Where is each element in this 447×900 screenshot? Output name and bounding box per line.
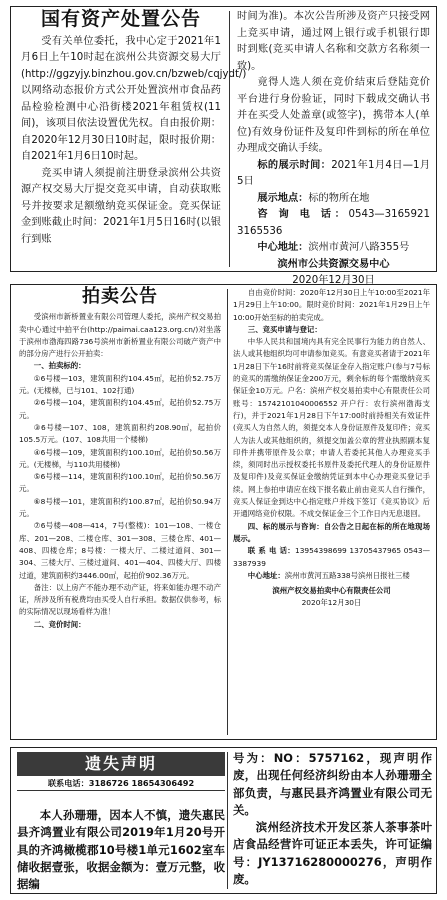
notice1-detail: 咨 询 电 话：0543—3165921 3165536 [237,209,430,237]
notice1-paragraph: 受有关单位委托，我中心定于2021年1月6日上午10时起在滨州公共资源交易大厅(http://ggzyjy.binzhou.gov.cn/bzweb/cqjydt/)以网络动态报价方式公开处置滨州市食品药品检验检测中心沿街楼2021年租赁权(11间)，该项目依法设置优先权。自由报价期：自2020年12月30日10时起，限时报价期：自2021年1月6日10时起。 [21,35,247,162]
notice1-date: 2020年12月30日 [292,275,375,286]
notice1-organization: 滨州市公共资源交易中心 [277,258,390,270]
loss-statement-paragraph: 本人孙珊珊，因本人不慎，遗失惠民县齐鸿置业有限公司2019年1月20号开具的齐鸿橄榄郡10号楼1单元1602室车储收据壹张，收据金额为：壹万元整，收据编 [17,808,225,892]
notice2-organization: 滨州产权交易拍卖中心有限责任公司 [272,586,391,596]
loss-statement [10,747,437,894]
notice2-lot: ②6号楼—104，建筑面积约104.45㎡，起拍价52.75万元。 [19,398,221,420]
notice2-section-heading: 三、竞买申请与登记： [247,324,322,334]
notice2-lot: ①6号楼—103，建筑面积约104.45㎡，起拍价52.75万元。(无楼梯，已与101、102打通) [19,373,221,396]
notice3-left-column [17,748,225,893]
notice2-paragraph: 中华人民共和国境内具有完全民事行为能力的自然人、法人或其他组织均可申请参加竞买。有意竞买者请于2021年1月28日下午16时前将竞买保证金存入指定账户(参与7号标的竞买的需缴纳保证金200万元，剩余标的每个需缴纳竞买保证金10万元。户名：滨州产权交易拍卖中心有限责任公司账号：15742101040006552 开户行：农行滨州渤海支行)，并于2021年1月28日下午17:00时前持相关有效证件(竞买人为自然人的，须提交本人身份证原件及复印件；竞买人为法人或其他组织的，须提交加盖公章的营业执照副本复印件并携带原件及公章；申请人若委托其他人办理竞买手续，须同时出示授权委托书原件及委托代理人的身份证原件及复印件)及竞买保证金缴纳凭证到本中心办理竞买登记手续。网上参拍申请应在线下报名截止前由竞买人自行操作，竞买人保证金到达中心指定账户并线下签订《竞买协议》后开通网络竞价权限。不成交保证金三个工作日内无息退回。 [233,337,430,519]
loss-statement-paragraph: 号为：NO：5757162，现声明作废，出现任何经济纠纷由本人孙珊珊全部负责，与惠民县齐鸿置业有限公司无关。 [233,751,432,817]
loss-statement-heading: 遗失声明 [17,752,225,776]
notice1-right-column [237,9,431,286]
notice2-lot: ⑦6号楼—408—414，7号(整楼)：101—108、一楼仓库、201—208、二楼仓库、301—308、三楼仓库、401—408、四楼仓库；8号楼：一楼大厅、二楼过道间、301—304、三楼大厅、三楼过道间、401—404、四楼大厅、四楼过道，建筑面积约3446.00㎡，起拍价902.36万元。 [19,521,221,580]
notice2-address: 中心地址：滨州市黄河五路338号滨州日报社三楼 [247,570,410,580]
notice2-lot: ⑤6号楼—114，建筑面积约100.10㎡，起拍价50.56万元。 [19,472,221,494]
notice3-right-column [233,750,432,893]
notice2-left-column [19,285,221,739]
notice2-lot: ③6号楼—107、108，建筑面积约208.90㎡，起拍价105.5万元。(107、108共用一个楼梯) [19,422,221,445]
notice2-title: 拍卖公告 [82,286,158,307]
notice2-lot: ④6号楼—109，建筑面积约100.10㎡，起拍价50.56万元。(无楼梯，与110共用楼梯) [19,447,221,469]
notice2-lot: ⑥8号楼—101，建筑面积约100.87㎡，起拍价50.94万元。 [19,496,221,519]
notice1-paragraph: 竞买申请人须提前注册登录滨州公共资源产权交易大厅提交竞买申请，自动获取账号并按要求足额缴纳竞买保证金。竞买保证金到账截止时间：2021年1月5日16时(以银行到账 [21,167,221,245]
notice2-date: 2020年12月30日 [301,598,362,608]
column-divider [229,11,230,267]
notice2-contact: 联 系 电 话：13954398699 13705437965 0543—3387939 [233,546,430,568]
notice1-left-column [21,7,247,271]
notice1-paragraph: 竟得人选人须在竞价结束后登陆竞价平台进行身份验证，同时下载成交确认书并在买受人处盖章(或签字)，携带本人(单位)有效身份证件及复印件到标的所在单位办理成交确认手续。 [237,77,430,154]
notice1-paragraph: 时间为准)。本次公告所涉及资产只接受网上竞买申请，通过网上银行或手机银行即时到账(竞买申请人名称和交款方名称须一致)。 [237,11,430,72]
loss-statement-paragraph: 滨州经济技术开发区茶人茶事茶叶店食品经营许可证正本丢失，许可证编号：JY13716280000276，声明作废。 [233,820,432,887]
column-divider [227,752,228,889]
notice1-detail: 展示地点：标的物所在地 [257,192,370,204]
notice2-remark: 备注：以上房产不能办理不动产证，将来如能办理不动产证，所涉及所有税费均由买受人自行承担。数据仅供参考，标的实际情况以现场看样为准！ [19,582,221,617]
notice1-title: 国有资产处置公告 [40,8,201,30]
notice2-paragraph: 受滨州市新桥置业有限公司管理人委托，滨州产权交易拍卖中心通过中拍平台(http://paimai.caa123.org.cn/)对坐落于滨州市渤海四路736号滨州市新桥置业有限公司破产资产中的部分房产进行公开拍卖： [19,312,221,359]
notice2-paragraph: 自由竞价时间：2020年12月30日上午10:00至2021年1月29日上午10:00。限时竞价时间：2021年1月29日上午10:00开始至标的拍卖完成。 [233,288,430,322]
notice2-section-heading: 四、标的展示与咨询：自公告之日起在标的所在地现场展示。 [233,521,430,543]
asset-disposal-notice [10,6,437,286]
notice1-detail: 中心地址：滨州市黄河八路355号 [257,242,410,253]
notice1-detail: 标的展示时间：2021年1月4日—1月5日 [237,159,431,187]
notice2-section-heading: 二、竞价时间： [33,619,86,629]
column-divider [227,289,228,735]
notice2-section-heading: 一、拍卖标的： [33,361,86,371]
auction-notice [10,284,437,740]
notice2-right-column [233,287,430,739]
loss-statement-contact: 联系电话：3186726 18654306492 [17,776,225,791]
